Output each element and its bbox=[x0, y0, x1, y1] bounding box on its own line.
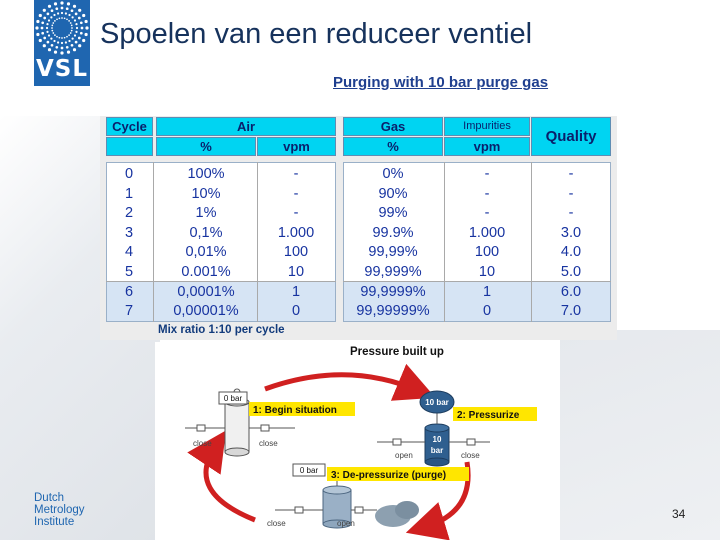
table-cell: - bbox=[568, 205, 574, 222]
page-number: 34 bbox=[672, 507, 686, 521]
table-cell: 100% bbox=[187, 166, 225, 182]
pressure-cycle-drawing bbox=[155, 342, 560, 540]
valve-label-1a: close bbox=[193, 439, 212, 448]
arrow-left bbox=[206, 447, 255, 520]
table-cell: 0 bbox=[124, 166, 134, 182]
table-cell: - bbox=[568, 185, 574, 202]
table-cell: - bbox=[484, 185, 490, 202]
table-cell: 99,99999% bbox=[356, 303, 430, 320]
table-cell: 1 bbox=[482, 283, 492, 300]
header-quality: Quality bbox=[531, 117, 611, 156]
background-shape-right bbox=[560, 330, 720, 540]
figure-subtitle: Purging with 10 bar purge gas bbox=[333, 74, 549, 91]
table-cell: 10 bbox=[478, 264, 496, 280]
table-cell: 100 bbox=[474, 244, 500, 261]
table-cell: - bbox=[484, 166, 490, 182]
pressure-diagram bbox=[155, 342, 560, 540]
purge-table bbox=[100, 116, 617, 340]
logo-text: VSL bbox=[35, 56, 89, 82]
step-2-label: 2: Pressurize bbox=[457, 410, 520, 421]
table-cell: 1 bbox=[124, 185, 134, 202]
table-cell: 99,9999% bbox=[360, 283, 426, 300]
table-cell: 7.0 bbox=[560, 303, 582, 320]
table-cell: 99.9% bbox=[372, 224, 414, 241]
valve-label-2a: open bbox=[395, 451, 413, 460]
valve-label-3a: close bbox=[267, 519, 286, 528]
table-cell: 1% bbox=[195, 205, 217, 222]
mix-ratio-note: Mix ratio 1:10 per cycle bbox=[158, 324, 285, 336]
header-air: Air bbox=[156, 117, 336, 136]
table-cell: 10% bbox=[191, 185, 221, 202]
table-cell: 6 bbox=[124, 283, 134, 300]
table-cell: 90% bbox=[378, 185, 408, 202]
table-cell: - bbox=[293, 166, 299, 182]
table-cell: - bbox=[484, 205, 490, 222]
table-cell: 5.0 bbox=[560, 264, 582, 280]
step-3-label: 3: De-pressurize (purge) bbox=[331, 470, 447, 481]
gauge-label-1: 0 bar bbox=[223, 394, 243, 403]
table-cell: 1 bbox=[291, 283, 301, 300]
table-cell: 0,01% bbox=[185, 244, 227, 261]
valve-label-3b: open bbox=[337, 519, 355, 528]
table-cell: - bbox=[293, 185, 299, 202]
table-cell: 6.0 bbox=[560, 283, 582, 300]
step-1-label: 1: Begin situation bbox=[253, 405, 337, 416]
table-cell: 0,1% bbox=[189, 224, 223, 241]
valve-label-2b: close bbox=[461, 451, 480, 460]
table-cell: 0% bbox=[382, 166, 404, 182]
table-cell: 5 bbox=[124, 264, 134, 280]
gauge-label-3: 0 bar bbox=[299, 466, 319, 475]
table-cell: 99,99% bbox=[368, 244, 418, 261]
table-cell: 4 bbox=[124, 244, 134, 261]
diagram-title: Pressure built up bbox=[350, 346, 444, 358]
arrow-top bbox=[265, 375, 417, 390]
table-cell: 99% bbox=[378, 205, 408, 222]
table-cell: 1.000 bbox=[277, 224, 315, 241]
header-air-pct: % bbox=[156, 137, 256, 156]
table-cell: 0,0001% bbox=[177, 283, 235, 300]
valve-label-1b: close bbox=[259, 439, 278, 448]
table-cell: 10 bbox=[287, 264, 305, 280]
page-title: Spoelen van een reduceer ventiel bbox=[100, 18, 533, 50]
table-cell: 0,00001% bbox=[173, 303, 239, 320]
gauge-label-2: 10 bar bbox=[425, 398, 449, 407]
header-cycle: Cycle bbox=[106, 117, 153, 136]
table-cell: 3 bbox=[124, 224, 134, 241]
table-cell: - bbox=[293, 205, 299, 222]
table-cell: 4.0 bbox=[560, 244, 582, 261]
table-cell: 0.001% bbox=[181, 264, 231, 280]
table-cell: 2 bbox=[124, 205, 134, 222]
table-cell: 1.000 bbox=[468, 224, 506, 241]
table-cell: 99,999% bbox=[364, 264, 422, 280]
header-impurities-vpm: vpm bbox=[444, 137, 530, 156]
table-cell: 100 bbox=[283, 244, 309, 261]
header-gas-pct: % bbox=[343, 137, 443, 156]
table-cell: - bbox=[568, 166, 574, 182]
header-air-vpm: vpm bbox=[257, 137, 336, 156]
vsl-logo bbox=[34, 0, 90, 86]
header-gas: Gas bbox=[343, 117, 443, 136]
table-cell: 0 bbox=[482, 303, 492, 320]
table-cell: 7 bbox=[124, 303, 134, 320]
institute-name: Dutch Metrology Institute bbox=[34, 492, 85, 528]
vessel-2-unit: bar bbox=[430, 446, 444, 455]
table-cell: 0 bbox=[291, 303, 301, 320]
table-cell: 3.0 bbox=[560, 224, 582, 241]
starburst-icon bbox=[34, 0, 90, 60]
header-cycle-blank bbox=[106, 137, 153, 156]
vessel-2-value: 10 bbox=[432, 435, 442, 444]
header-impurities: Impurities bbox=[444, 117, 530, 136]
